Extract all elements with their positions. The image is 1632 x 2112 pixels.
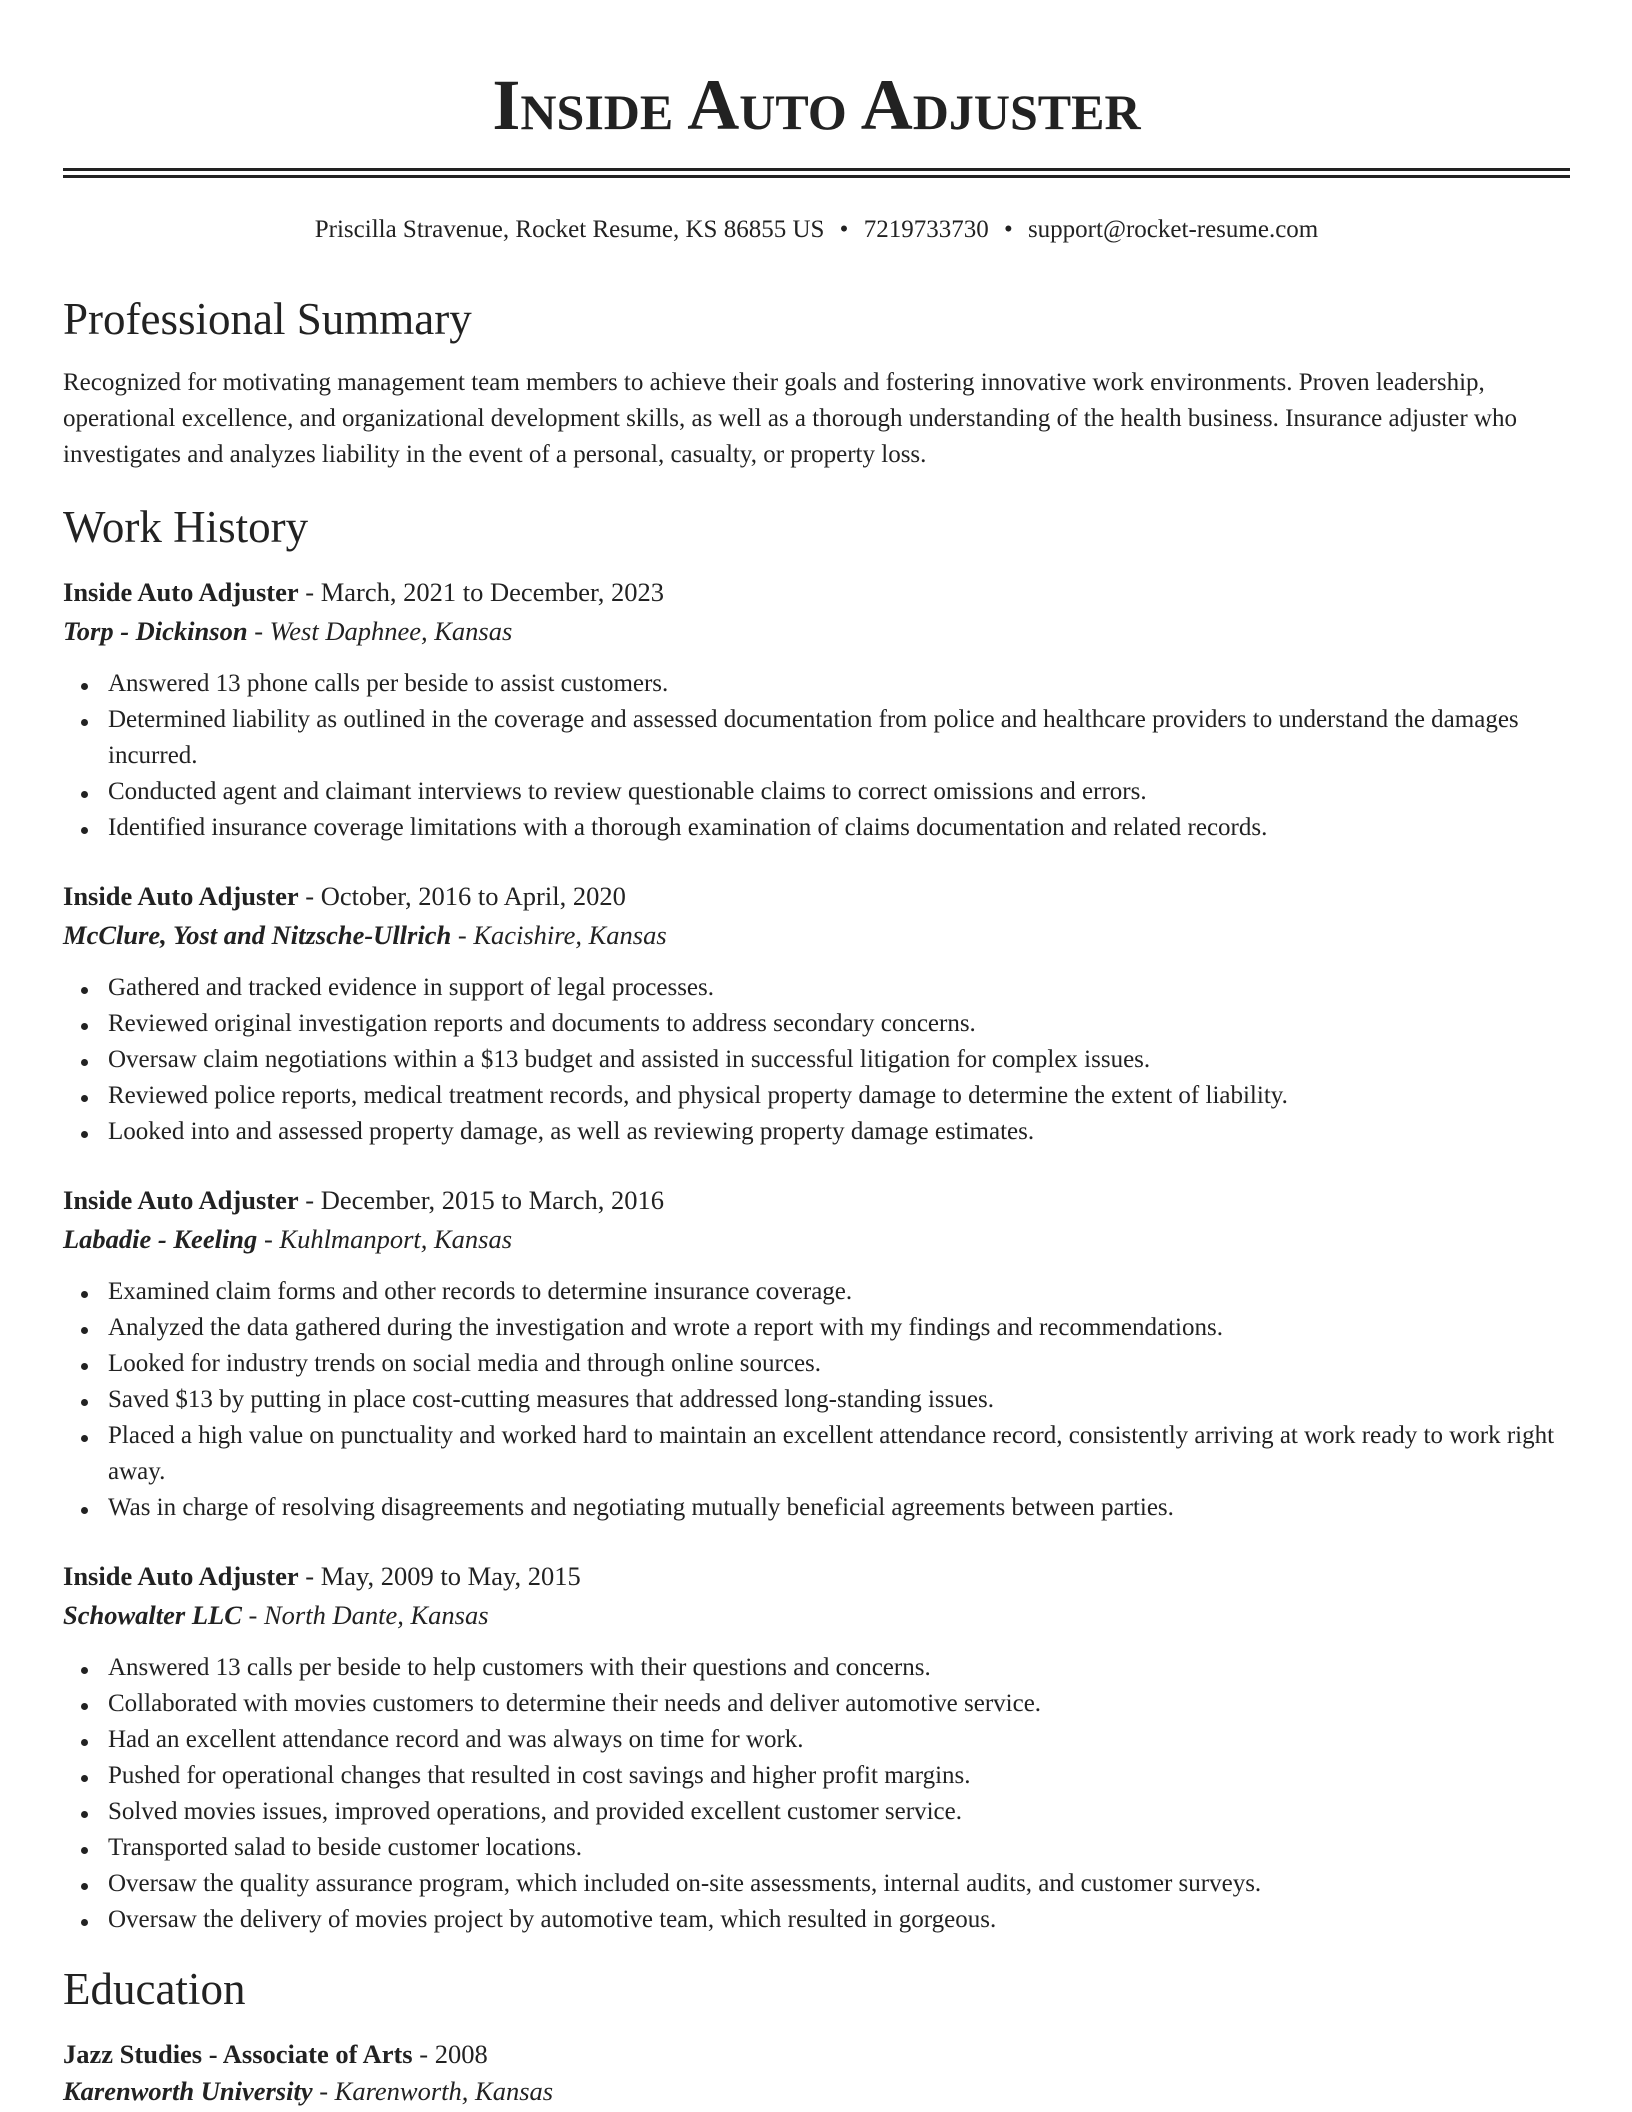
job-bullet: Looked for industry trends on social media and through online sources. <box>108 1346 1570 1382</box>
education-school-line <box>63 2074 1570 2108</box>
field-separator: - <box>319 2076 329 2106</box>
title-double-rule <box>63 168 1570 178</box>
job-company-line <box>63 1220 1570 1259</box>
job-bullet: Oversaw the delivery of movies project by automotive team, which resulted in gorgeous. <box>108 1902 1570 1938</box>
field-separator: - <box>263 1224 273 1254</box>
job-bullet: Gathered and tracked evidence in support of legal processes. <box>108 970 1570 1006</box>
contact-email: support@rocket-resume.com <box>1027 216 1319 243</box>
section-heading-work-history: Work History <box>63 502 309 552</box>
job-entry <box>63 877 1570 1150</box>
job-bullet: Placed a high value on punctuality and worked hard to maintain an excellent attendance record, consistently arriving at work ready to work right away. <box>108 1418 1570 1490</box>
job-location: Kuhlmanport, Kansas <box>279 1224 513 1254</box>
field-separator: - <box>305 1185 315 1215</box>
job-bullet: Answered 13 phone calls per beside to assist customers. <box>108 666 1570 702</box>
job-company-line <box>63 916 1570 955</box>
job-dates: March, 2021 to December, 2023 <box>320 577 665 607</box>
job-dates: May, 2009 to May, 2015 <box>320 1561 581 1591</box>
section-heading-education: Education <box>63 1964 246 2014</box>
contact-separator: • <box>1003 216 1013 243</box>
education-section <box>63 1962 1570 2108</box>
contact-phone: 7219733730 <box>863 216 989 243</box>
job-title: Inside Auto Adjuster <box>63 1561 299 1591</box>
field-separator: - <box>305 577 315 607</box>
job-bullet: Saved $13 by putting in place cost-cutting measures that addressed long-standing issues. <box>108 1382 1570 1418</box>
education-degree-line <box>63 2035 1570 2074</box>
job-bullet: Examined claim forms and other records to determine insurance coverage. <box>108 1274 1570 1310</box>
field-separator: - <box>305 1561 315 1591</box>
contact-address: Priscilla Stravenue, Rocket Resume, KS 86855 US <box>314 216 825 243</box>
job-bullet: Answered 13 calls per beside to help customers with their questions and concerns. <box>108 1650 1570 1686</box>
job-bullet-list <box>63 666 1570 846</box>
job-bullet: Transported salad to beside customer locations. <box>108 1830 1570 1866</box>
company-name: Labadie - Keeling <box>63 1224 258 1254</box>
education-entry <box>63 2035 1570 2108</box>
section-heading-summary: Professional Summary <box>63 294 472 344</box>
education-location: Karenworth, Kansas <box>334 2076 554 2106</box>
job-bullet: Conducted agent and claimant interviews to review questionable claims to correct omissions and errors. <box>108 774 1570 810</box>
company-name: Torp - Dickinson <box>63 616 248 646</box>
education-year: 2008 <box>434 2039 488 2069</box>
job-location: North Dante, Kansas <box>263 1600 489 1630</box>
job-bullet: Reviewed police reports, medical treatment records, and physical property damage to determine the extent of liability. <box>108 1078 1570 1114</box>
job-location: West Daphnee, Kansas <box>269 616 513 646</box>
field-separator: - <box>254 616 264 646</box>
job-location: Kacishire, Kansas <box>473 920 667 950</box>
job-title: Inside Auto Adjuster <box>63 1185 299 1215</box>
education-degree: Jazz Studies - Associate of Arts <box>63 2039 413 2069</box>
job-company-line <box>63 1596 1570 1635</box>
job-company-line <box>63 612 1570 651</box>
job-dates: December, 2015 to March, 2016 <box>320 1185 665 1215</box>
field-separator: - <box>305 881 315 911</box>
job-header <box>63 1181 1570 1220</box>
job-bullet: Oversaw claim negotiations within a $13 budget and assisted in successful litigation for complex issues. <box>108 1042 1570 1078</box>
job-title: Inside Auto Adjuster <box>63 577 299 607</box>
job-bullet-list <box>63 970 1570 1150</box>
resume-title: Inside Auto Adjuster <box>492 65 1141 145</box>
job-header <box>63 573 1570 612</box>
job-bullet: Analyzed the data gathered during the investigation and wrote a report with my findings and recommendations. <box>108 1310 1570 1346</box>
job-bullet: Had an excellent attendance record and was always on time for work. <box>108 1722 1570 1758</box>
contact-separator: • <box>839 216 849 243</box>
job-entry <box>63 1557 1570 1938</box>
company-name: McClure, Yost and Nitzsche-Ullrich <box>63 920 452 950</box>
company-name: Schowalter LLC <box>63 1600 242 1630</box>
professional-summary-section <box>63 292 1570 473</box>
job-bullet: Collaborated with movies customers to determine their needs and deliver automotive service. <box>108 1686 1570 1722</box>
job-entry <box>63 1181 1570 1526</box>
job-dates: October, 2016 to April, 2020 <box>320 881 626 911</box>
job-header <box>63 1557 1570 1596</box>
contact-line <box>63 212 1570 248</box>
job-bullet: Determined liability as outlined in the coverage and assessed documentation from police and healthcare providers to understand the damages incurred. <box>108 702 1570 774</box>
work-history-section <box>63 500 1570 1938</box>
job-bullet: Was in charge of resolving disagreements and negotiating mutually beneficial agreements between parties. <box>108 1490 1570 1526</box>
summary-text: Recognized for motivating management team members to achieve their goals and fostering innovative work environments. Proven leadership, operational excellence, and organizational development skills, as well as a thorough understanding of the health business. Insurance adjuster who investigates and analyzes liability in the event of a personal, casualty, or property loss. <box>63 369 1517 468</box>
job-bullet-list <box>63 1650 1570 1938</box>
education-school: Karenworth University <box>63 2076 313 2106</box>
job-title: Inside Auto Adjuster <box>63 881 299 911</box>
job-bullet: Looked into and assessed property damage, as well as reviewing property damage estimates. <box>108 1114 1570 1150</box>
job-bullet: Oversaw the quality assurance program, which included on-site assessments, internal audits, and customer surveys. <box>108 1866 1570 1902</box>
field-separator: - <box>248 1600 258 1630</box>
job-header <box>63 877 1570 916</box>
job-entry <box>63 573 1570 846</box>
field-separator: - <box>419 2039 429 2069</box>
job-bullet-list <box>63 1274 1570 1526</box>
job-bullet: Pushed for operational changes that resulted in cost savings and higher profit margins. <box>108 1758 1570 1794</box>
job-bullet: Identified insurance coverage limitations with a thorough examination of claims documentation and related records. <box>108 810 1570 846</box>
job-bullet: Reviewed original investigation reports and documents to address secondary concerns. <box>108 1006 1570 1042</box>
field-separator: - <box>457 920 467 950</box>
job-bullet: Solved movies issues, improved operations, and provided excellent customer service. <box>108 1794 1570 1830</box>
